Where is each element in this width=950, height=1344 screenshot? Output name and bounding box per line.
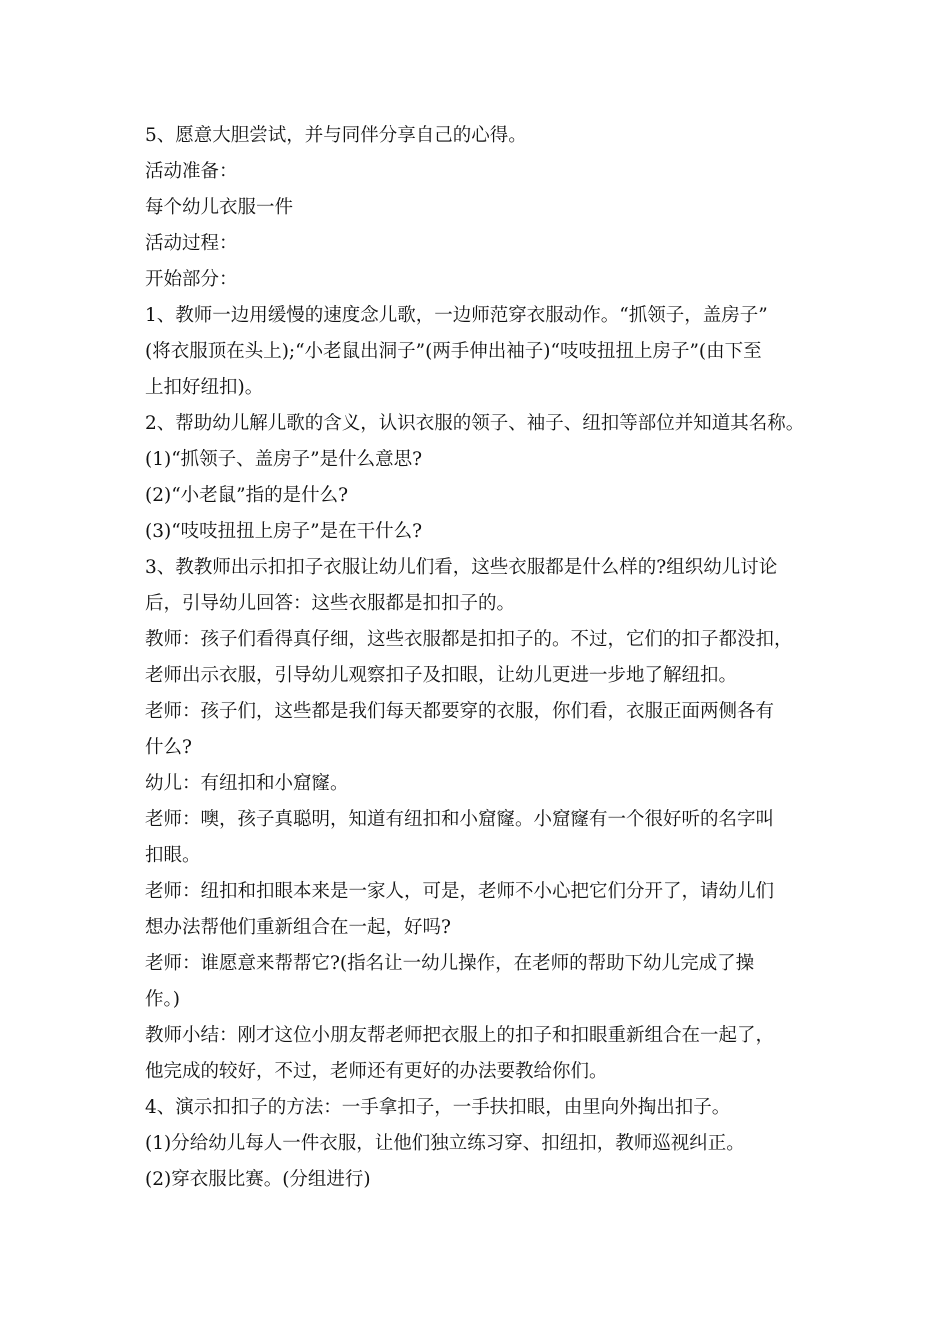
text-line: 老师：孩子们，这些都是我们每天都要穿的衣服，你们看，衣服正面两侧各有 — [145, 701, 775, 722]
document-body — [145, 118, 825, 1198]
text-line: 老师：谁愿意来帮帮它?(指名让一幼儿操作，在老师的帮助下幼儿完成了操 — [145, 953, 755, 974]
section-heading: 活动准备： — [145, 161, 238, 182]
text-line: 老师：噢，孩子真聪明，知道有纽扣和小窟窿。小窟窿有一个很好听的名字叫 — [145, 809, 775, 830]
text-line: 每个幼儿衣服一件 — [145, 197, 294, 218]
text-line: 教师小结：刚才这位小朋友帮老师把衣服上的扣子和扣眼重新组合在一起了， — [145, 1025, 775, 1046]
text-line: (3)“吱吱扭扭上房子”是在干什么? — [145, 521, 423, 542]
section-heading: 活动过程： — [145, 233, 238, 254]
text-line: 2、帮助幼儿解儿歌的含义，认识衣服的领子、袖子、纽扣等部位并知道其名称。 — [145, 413, 805, 434]
text-line: 5、愿意大胆尝试，并与同伴分享自己的心得。 — [145, 125, 527, 146]
text-line: 上扣好纽扣)。 — [145, 377, 264, 398]
text-line: 他完成的较好，不过，老师还有更好的办法要教给你们。 — [145, 1061, 608, 1082]
section-heading: 开始部分： — [145, 269, 238, 290]
text-line: 扣眼。 — [145, 845, 201, 866]
text-line: 什么? — [145, 737, 192, 758]
text-line: 3、教教师出示扣扣子衣服让幼儿们看，这些衣服都是什么样的?组织幼儿讨论 — [145, 557, 778, 578]
text-line: (2)穿衣服比赛。(分组进行) — [145, 1169, 371, 1190]
text-line: 想办法帮他们重新组合在一起，好吗? — [145, 917, 451, 938]
text-line: 4、演示扣扣子的方法：一手拿扣子，一手扶扣眼，由里向外掏出扣子。 — [145, 1097, 731, 1118]
text-line: 老师出示衣服，引导幼儿观察扣子及扣眼，让幼儿更进一步地了解纽扣。 — [145, 665, 738, 686]
text-line: (将衣服顶在头上);“小老鼠出洞子”(两手伸出袖子)“吱吱扭扭上房子”(由下至 — [145, 341, 762, 362]
text-line: 1、教师一边用缓慢的速度念儿歌，一边师范穿衣服动作。“抓领子，盖房子” — [145, 305, 768, 326]
text-line: 后，引导幼儿回答：这些衣服都是扣扣子的。 — [145, 593, 516, 614]
text-line: (1)“抓领子、盖房子”是什么意思? — [145, 449, 423, 470]
text-line: 教师：孩子们看得真仔细，这些衣服都是扣扣子的。不过，它们的扣子都没扣， — [145, 629, 793, 650]
text-line: 作。) — [145, 989, 180, 1010]
text-line: 老师：纽扣和扣眼本来是一家人，可是，老师不小心把它们分开了，请幼儿们 — [145, 881, 775, 902]
text-line: (1)分给幼儿每人一件衣服，让他们独立练习穿、扣纽扣，教师巡视纠正。 — [145, 1133, 745, 1154]
text-line: 幼儿：有纽扣和小窟窿。 — [145, 773, 349, 794]
text-line: (2)“小老鼠”指的是什么? — [145, 485, 349, 506]
